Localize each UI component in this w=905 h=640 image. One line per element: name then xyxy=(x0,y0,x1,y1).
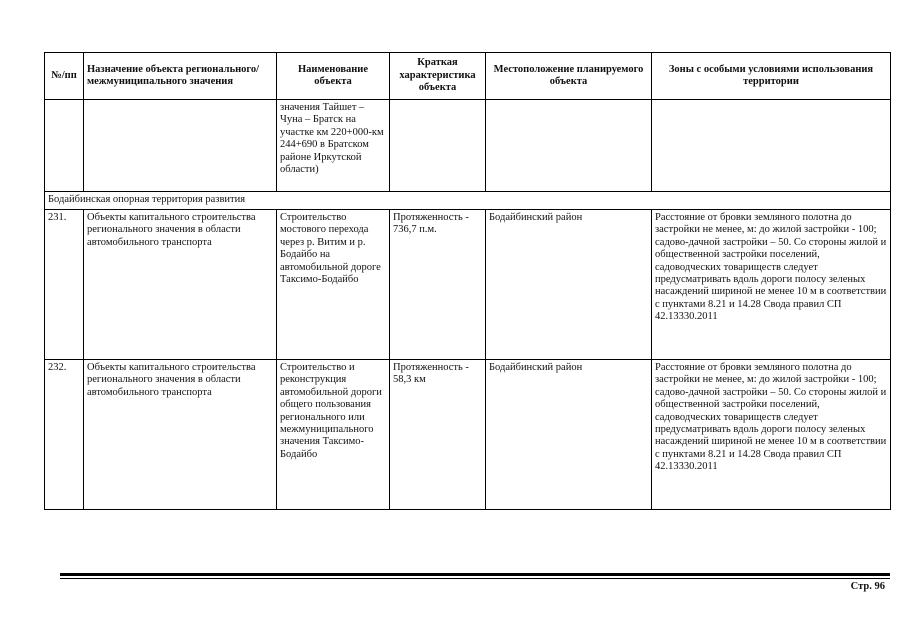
header-number: №/пп xyxy=(45,53,84,100)
page-number: Стр. 96 xyxy=(850,581,885,592)
footer-rule-thin xyxy=(60,578,890,579)
cell-characteristic-empty xyxy=(390,100,486,192)
cell-object-name: значения Тайшет – Чуна – Братск на участке км 220+000-км 244+690 в Братском районе Иркутской области) xyxy=(277,100,390,192)
table-row-continuation xyxy=(45,100,891,192)
table-row xyxy=(45,210,891,360)
cell-zones: Расстояние от бровки земляного полотна до застройки не менее, м: до жилой застройки - 100; садово-дачной застройки – 50. Со стороны жилой и общественной застройки поселений, садоводческих товариществ следует предусматривать вдоль дороги полосу зеленых насаждений шириной не менее 10 м в соответствии с пунктами 8.21 и 14.28 Свода правил СП 42.13330.2011 xyxy=(652,360,891,510)
header-location: Местоположение планируемого объекта xyxy=(486,53,652,100)
cell-purpose-empty xyxy=(84,100,277,192)
section-title: Бодайбинская опорная территория развития xyxy=(45,192,891,210)
table-row xyxy=(45,360,891,510)
cell-characteristic: Протяженность - 736,7 п.м. xyxy=(390,210,486,360)
cell-purpose: Объекты капитального строительства регионального значения в области автомобильного транспорта xyxy=(84,360,277,510)
cell-location: Бодайбинский район xyxy=(486,360,652,510)
header-characteristic: Краткая характеристика объекта xyxy=(390,53,486,100)
cell-characteristic: Протяженность - 58,3 км xyxy=(390,360,486,510)
footer-rule-thick xyxy=(60,573,890,576)
cell-number-empty xyxy=(45,100,84,192)
planning-objects-table xyxy=(44,52,891,510)
header-object-name: Наименование объекта xyxy=(277,53,390,100)
header-purpose: Назначение объекта регионального/ межмуниципального значения xyxy=(84,53,277,100)
cell-object-name: Строительство и реконструкция автомобильной дороги общего пользования регионального или межмуниципального значения Таксимо-Бодайбо xyxy=(277,360,390,510)
cell-object-name: Строительство мостового перехода через р. Витим и р. Бодайбо на автомобильной дороге Таксимо-Бодайбо xyxy=(277,210,390,360)
cell-zones-empty xyxy=(652,100,891,192)
section-row xyxy=(45,192,891,210)
cell-purpose: Объекты капитального строительства регионального значения в области автомобильного транспорта xyxy=(84,210,277,360)
cell-location: Бодайбинский район xyxy=(486,210,652,360)
cell-location-empty xyxy=(486,100,652,192)
cell-number: 231. xyxy=(45,210,84,360)
header-zones: Зоны с особыми условиями использования территории xyxy=(652,53,891,100)
cell-zones: Расстояние от бровки земляного полотна до застройки не менее, м: до жилой застройки - 100; садово-дачной застройки – 50. Со стороны жилой и общественной застройки поселений, садоводческих товариществ следует предусматривать вдоль дороги полосу зеленых насаждений шириной не менее 10 м в соответствии с пунктами 8.21 и 14.28 Свода правил СП 42.13330.2011 xyxy=(652,210,891,360)
table-header-row xyxy=(45,53,891,100)
cell-number: 232. xyxy=(45,360,84,510)
